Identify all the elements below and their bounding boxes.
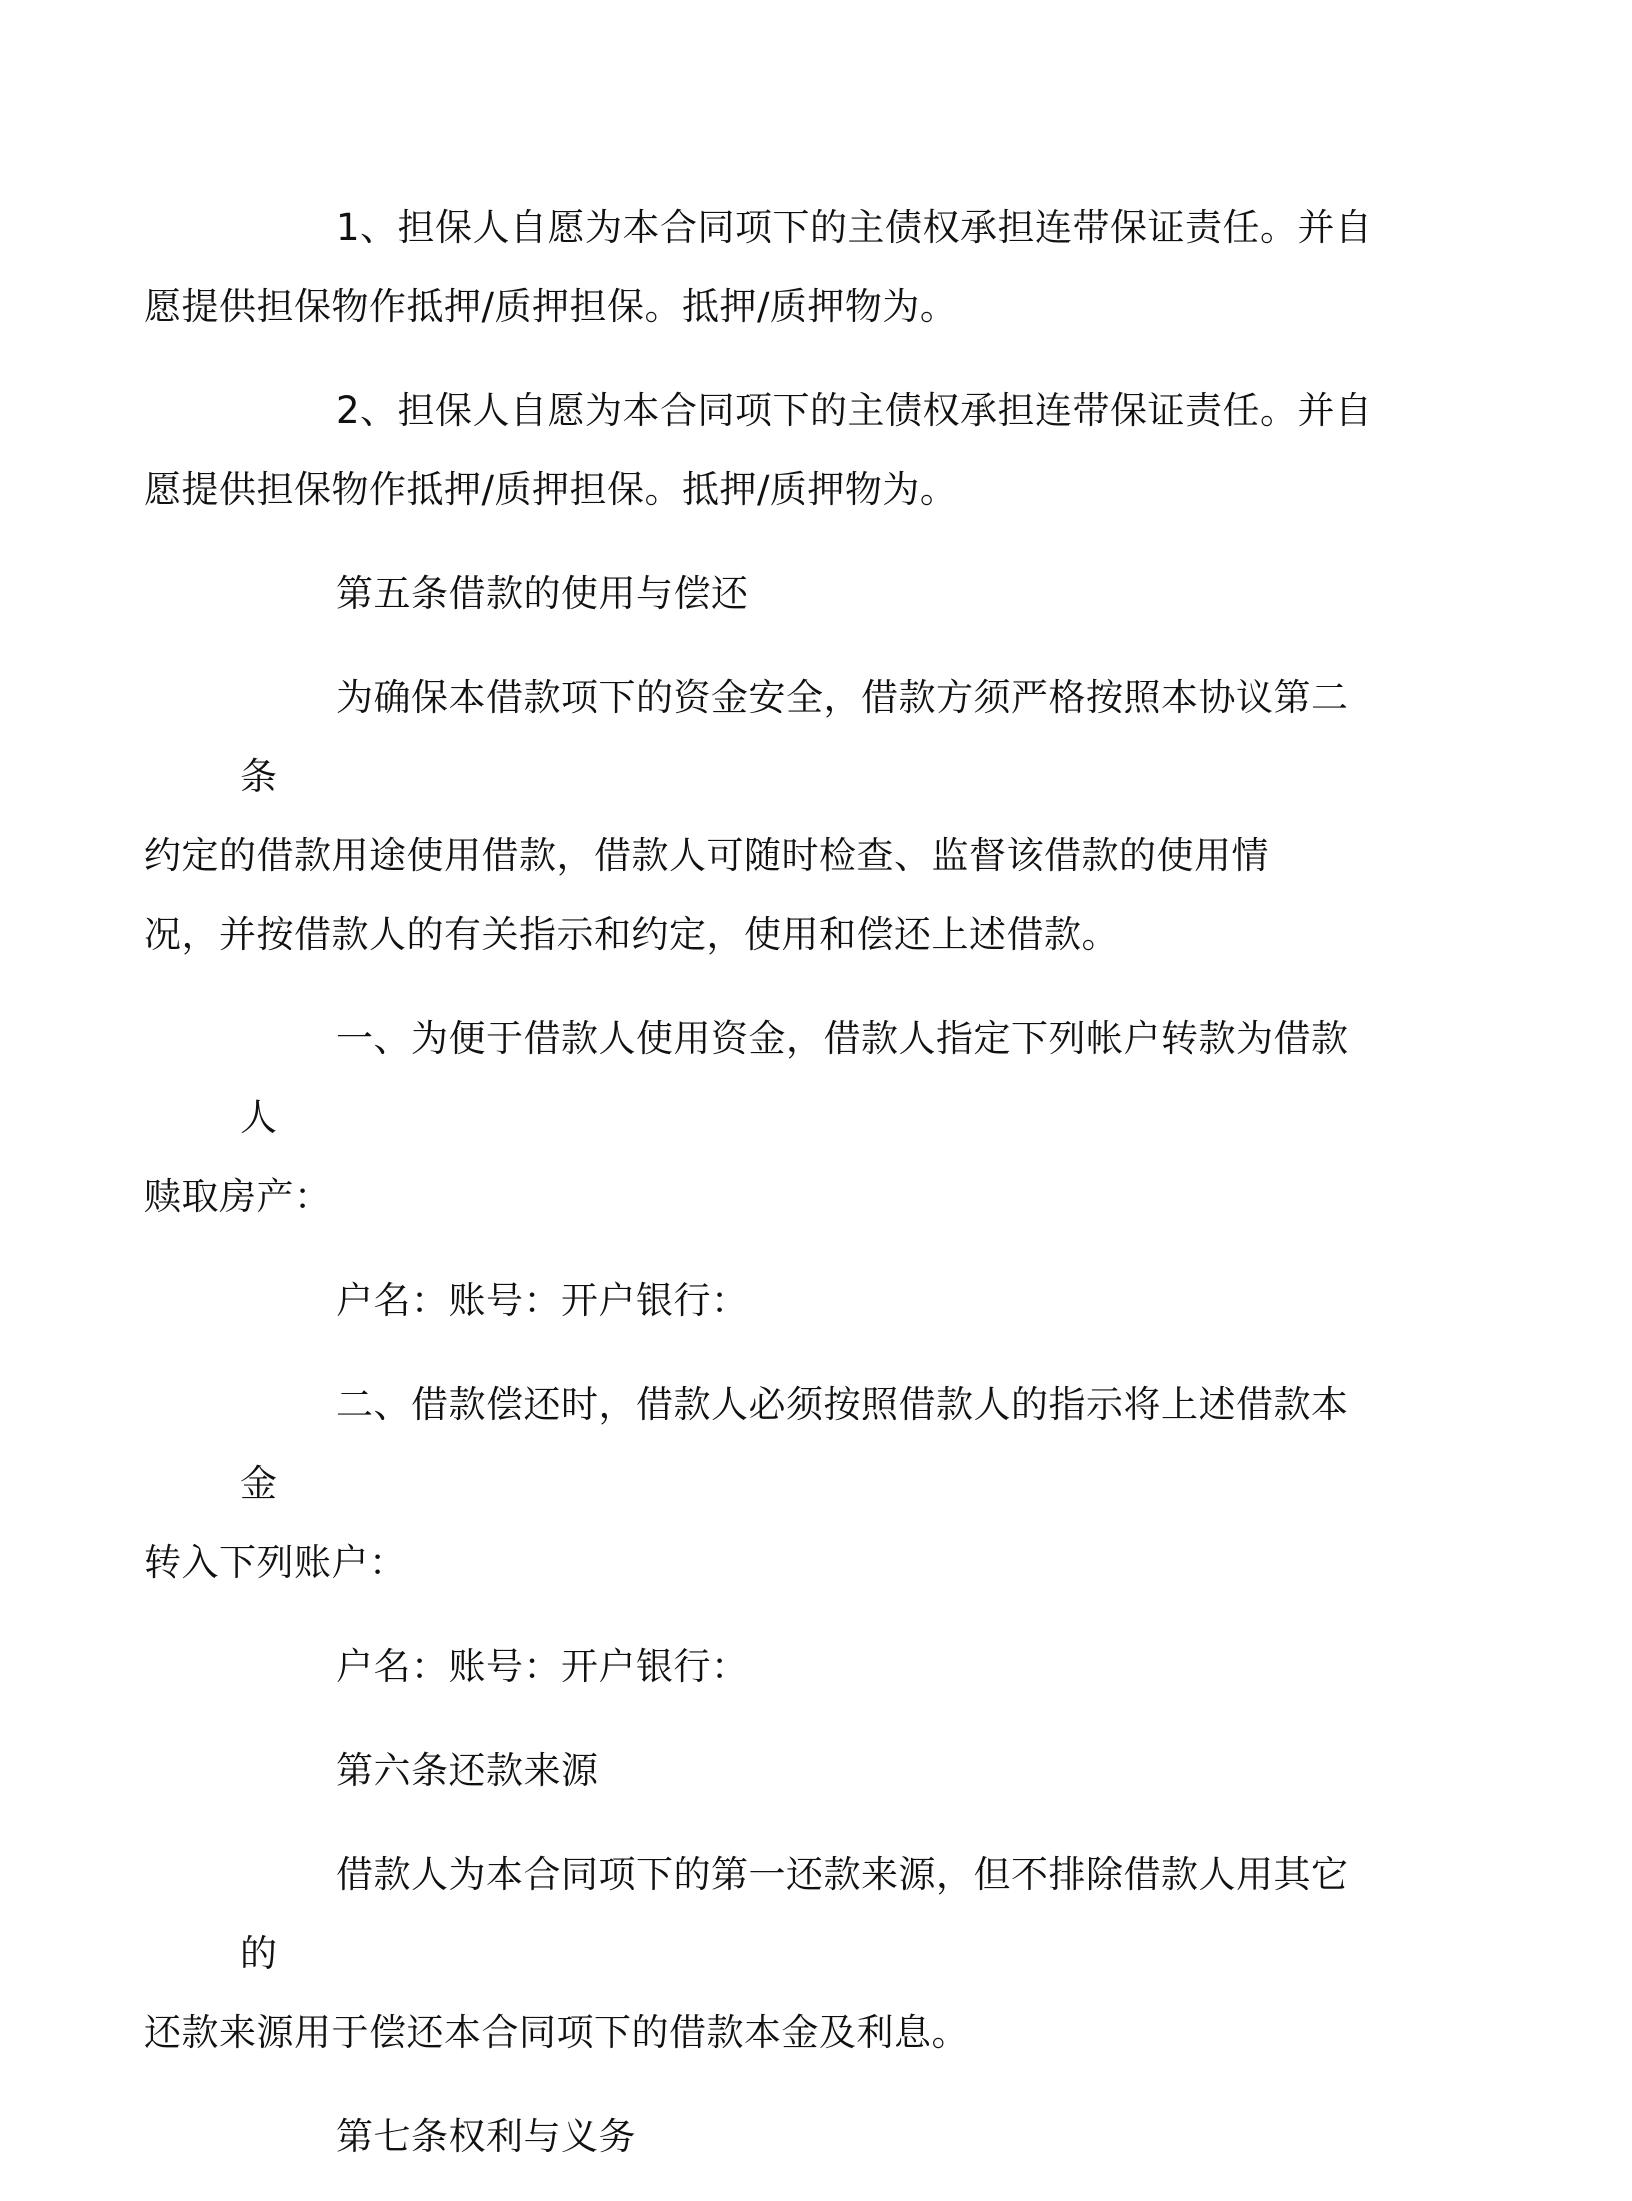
heading-text: 第五条借款的使用与偿还 — [336, 572, 749, 615]
text-line: 户名：账号：开户银行： — [336, 1279, 749, 1322]
section-heading-article-6 — [240, 1731, 1384, 1810]
text-line: 愿提供担保物作抵押/质押担保。抵押/质押物为。 — [144, 285, 958, 328]
section-heading-article-7 — [240, 2097, 1384, 2176]
heading-text: 第七条权利与义务 — [336, 2115, 636, 2158]
account-info-line-1 — [240, 1261, 1384, 1340]
text-line: 户名：账号：开户银行： — [336, 1645, 749, 1688]
text-line: 1、担保人自愿为本合同项下的主债权承担连带保证责任。并自 — [336, 206, 1373, 249]
heading-text: 第六条还款来源 — [336, 1749, 599, 1792]
account-info-line-2 — [240, 1627, 1384, 1706]
text-line: 况，并按借款人的有关指示和约定，使用和偿还上述借款。 — [144, 913, 1119, 956]
text-line: 还款来源用于偿还本合同项下的借款本金及利息。 — [144, 2011, 969, 2054]
paragraph-designated-account — [144, 999, 1384, 1236]
text-line: 赎取房产： — [144, 1175, 332, 1218]
text-line: 2、担保人自愿为本合同项下的主债权承担连带保证责任。并自 — [336, 389, 1373, 432]
paragraph-repayment-account — [144, 1365, 1384, 1602]
text-line: 愿提供担保物作抵押/质押担保。抵押/质押物为。 — [144, 468, 958, 511]
paragraph-fund-security — [144, 658, 1384, 974]
paragraph-guarantee-2 — [144, 371, 1384, 529]
text-line: 二、借款偿还时，借款人必须按照借款人的指示将上述借款本金 — [240, 1383, 1349, 1505]
text-line: 一、为便于借款人使用资金，借款人指定下列帐户转款为借款人 — [240, 1017, 1349, 1139]
paragraph-guarantee-1 — [144, 188, 1384, 346]
text-line: 借款人为本合同项下的第一还款来源，但不排除借款人用其它的 — [240, 1853, 1349, 1975]
paragraph-repayment-source — [144, 1835, 1384, 2072]
text-line: 为确保本借款项下的资金安全，借款方须严格按照本协议第二条 — [240, 676, 1349, 798]
text-line: 转入下列账户： — [144, 1541, 407, 1584]
text-line: 约定的借款用途使用借款，借款人可随时检查、监督该借款的使用情 — [144, 834, 1269, 877]
section-heading-article-5 — [240, 554, 1384, 633]
document-body — [144, 188, 1384, 2201]
